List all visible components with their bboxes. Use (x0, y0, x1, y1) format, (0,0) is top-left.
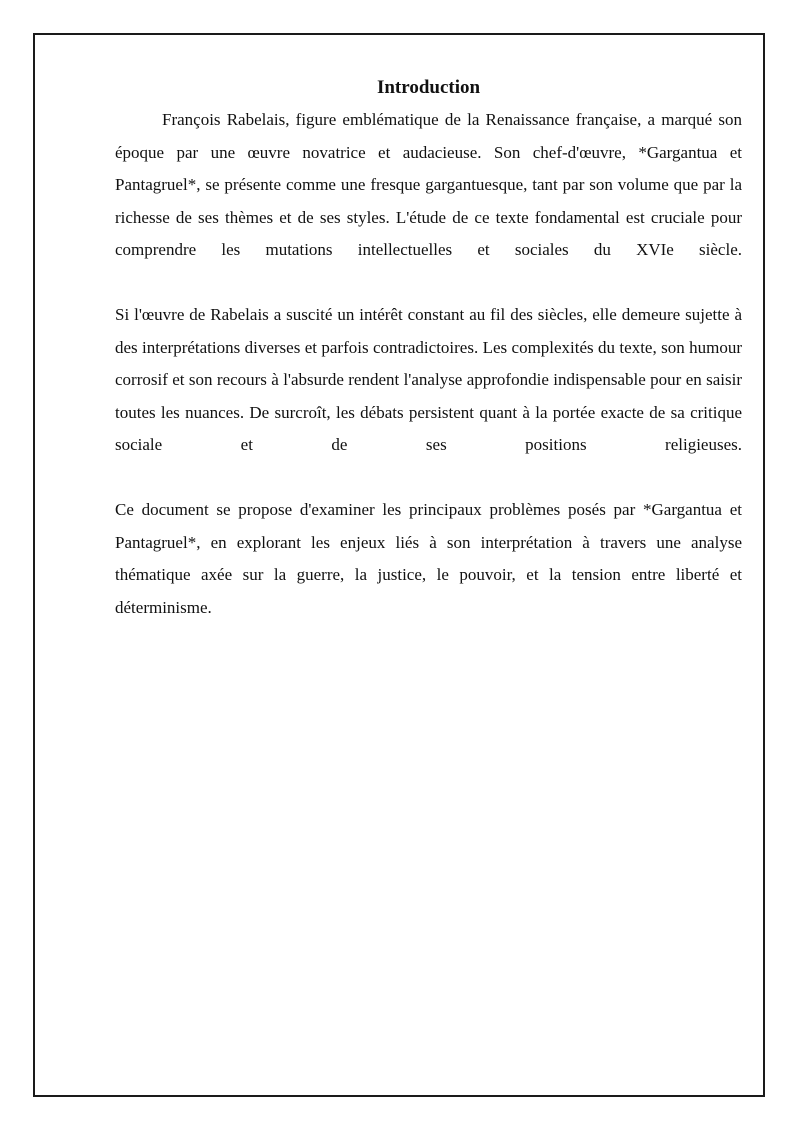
paragraph-purpose: Ce document se propose d'examiner les principaux problèmes posés par *Gargantua et Pantagruel*, en explorant les enjeux liés à son interprétation à travers une analyse thématique axée sur la guerre, la justice, le pouvoir, et la tension entre liberté et déterminisme. (115, 500, 742, 617)
section-heading: Introduction (376, 77, 481, 98)
document-body (115, 72, 742, 624)
paragraph-intro: François Rabelais, figure emblématique de la Renaissance française, a marqué son époque par une œuvre novatrice et audacieuse. Son chef-d'œuvre, *Gargantua et Pantagruel*, se présente comme une fresque gargantuesque, tant par son volume que par la richesse de ses thèmes et de ses styles. L'étude de ce texte fondamental est cruciale pour comprendre les mutations intellectuelles et sociales du XVIe siècle. (115, 110, 742, 259)
paragraph-spacer (115, 462, 742, 495)
paragraph-interpretation: Si l'œuvre de Rabelais a suscité un intérêt constant au fil des siècles, elle demeure sujette à des interprétations diverses et parfois contradictoires. Les complexités du texte, son humour corrosif et son recours à l'absurde rendent l'analyse approfondie indispensable pour en saisir toutes les nuances. De surcroît, les débats persistent quant à la portée exacte de sa critique sociale et de ses positions religieuses. (115, 305, 742, 454)
paragraph-spacer (115, 267, 742, 300)
